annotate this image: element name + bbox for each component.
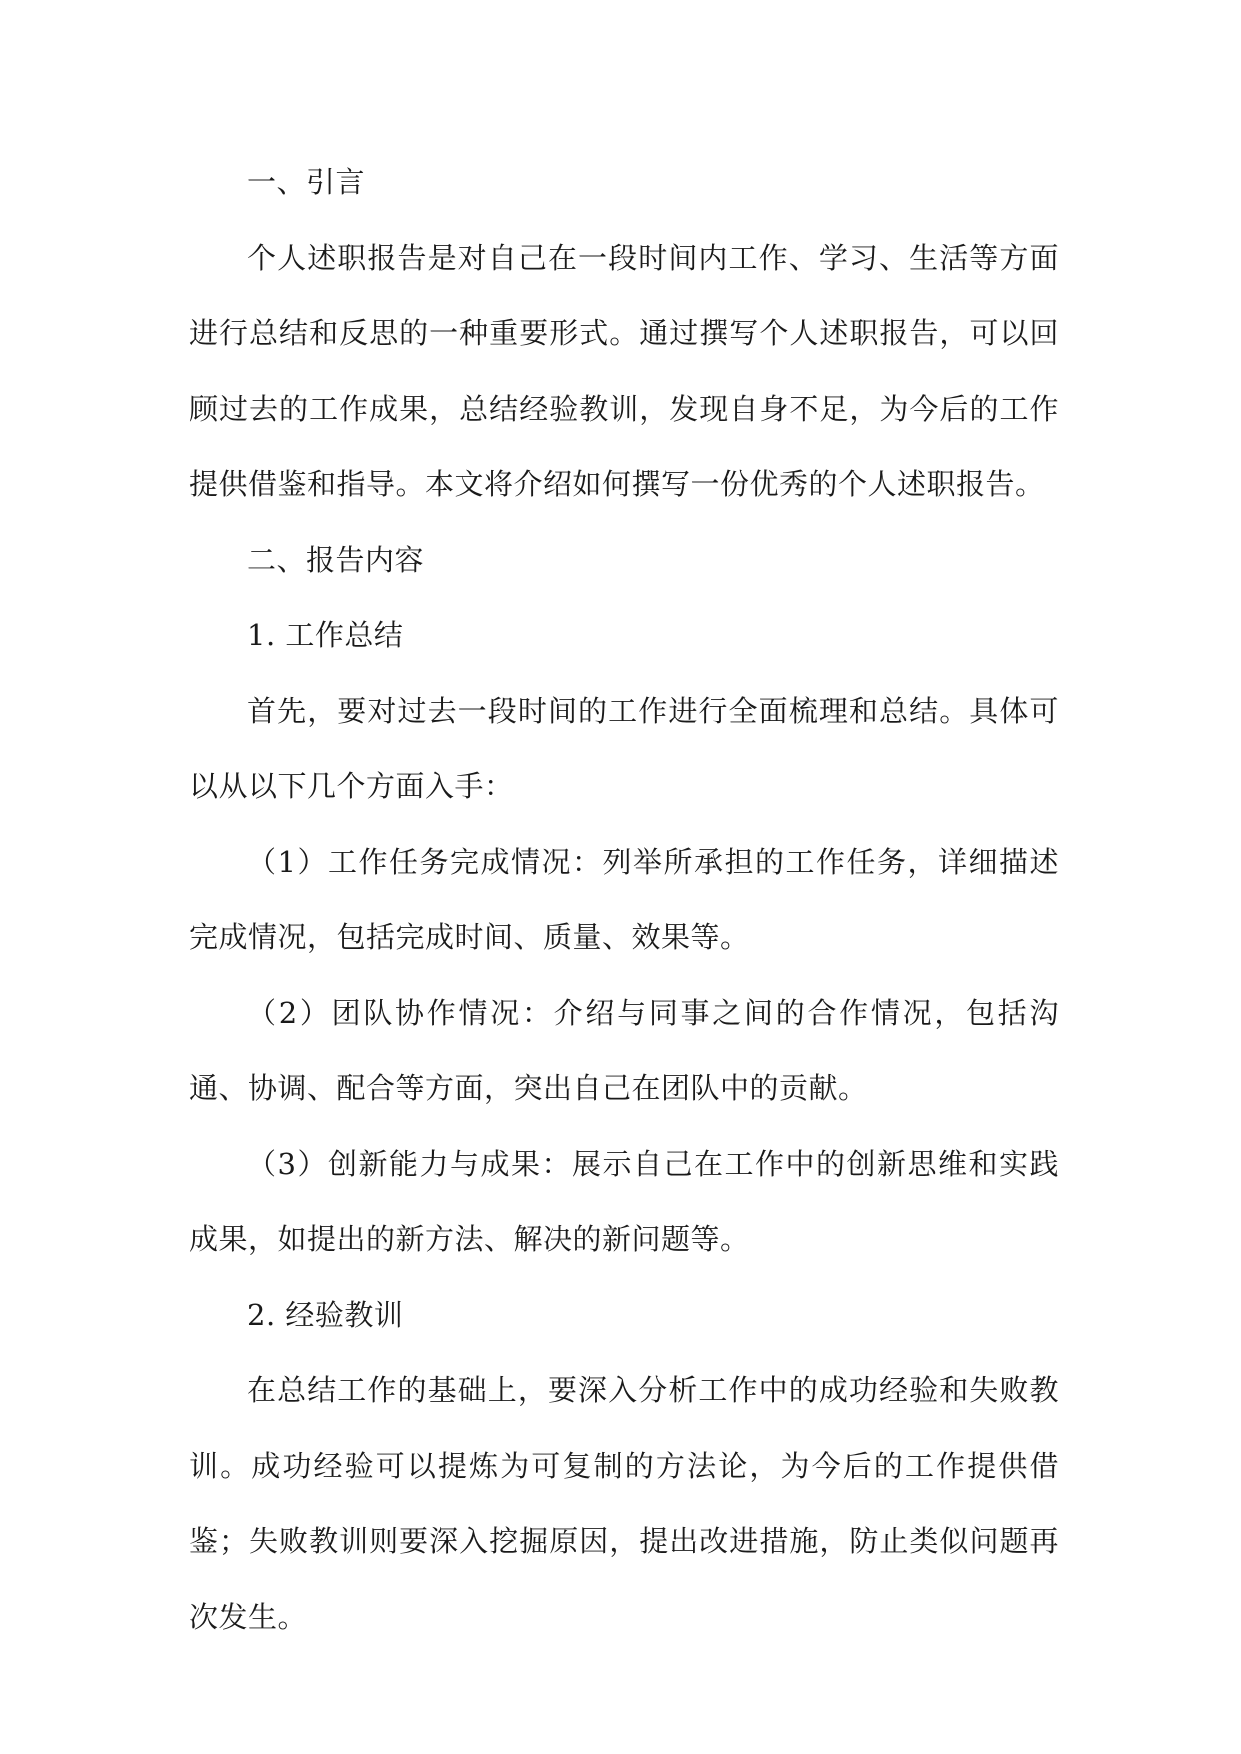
section-heading-report-content: 二、报告内容	[247, 542, 425, 577]
list-item-team-collaboration: （2）团队协作情况：介绍与同事之间的合作情况，包括沟通、协调、配合等方面，突出自己在团队中的贡献。	[189, 995, 1059, 1105]
list-item-task-completion: （1）工作任务完成情况：列举所承担的工作任务，详细描述完成情况，包括完成时间、质量、效果等。	[189, 844, 1059, 954]
lessons-learned-paragraph: 在总结工作的基础上，要深入分析工作中的成功经验和失败教训。成功经验可以提炼为可复制的方法论，为今后的工作提供借鉴；失败教训则要深入挖掘原因，提出改进措施，防止类似问题再次发生。	[189, 1373, 1059, 1634]
document-body	[189, 145, 1059, 1655]
subheading-work-summary: 1. 工作总结	[247, 618, 404, 652]
list-item-innovation: （3）创新能力与成果：展示自己在工作中的创新思维和实践成果，如提出的新方法、解决的新问题等。	[189, 1146, 1059, 1256]
introduction-paragraph: 个人述职报告是对自己在一段时间内工作、学习、生活等方面进行总结和反思的一种重要形式。通过撰写个人述职报告，可以回顾过去的工作成果，总结经验教训，发现自身不足，为今后的工作提供借鉴和指导。本文将介绍如何撰写一份优秀的个人述职报告。	[189, 240, 1059, 501]
section-heading-introduction: 一、引言	[247, 165, 366, 199]
subheading-lessons-learned: 2. 经验教训	[247, 1297, 404, 1332]
work-summary-paragraph: 首先，要对过去一段时间的工作进行全面梳理和总结。具体可以从以下几个方面入手：	[189, 693, 1059, 803]
